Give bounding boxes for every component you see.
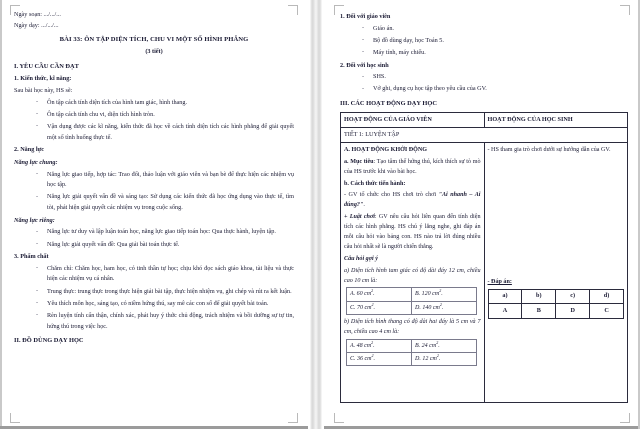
left-page-content bbox=[14, 10, 294, 423]
lead-sau-bai-hoc: Sau bài học này, HS sẽ: bbox=[14, 86, 73, 94]
cach-thuc-label: b. Cách thức tiến hành: bbox=[344, 180, 406, 187]
answer-header-a: a) bbox=[488, 289, 522, 304]
list-item: - Năng lực giao tiếp, hợp tác: Trao đổi, thảo luận với giáo viên và bạn bè để thực hiện các nhiệm vụ học tập. bbox=[36, 170, 294, 191]
list-item: - Máy tính, máy chiếu. bbox=[362, 48, 628, 59]
option-a4: D. 140 $cm^2$. bbox=[412, 301, 477, 314]
option-a3-text: C. 70 cm bbox=[350, 304, 372, 311]
question-a: a) Diện tích hình tam giác có độ dài đáy 12 cm, chiều cao 10 cm là: bbox=[344, 267, 481, 284]
subsection-pham-chat: 3. Phẩm chất bbox=[14, 253, 49, 261]
unit-superscript: 2 bbox=[371, 353, 374, 358]
tiet-banner: TIẾT 1: LUYỆN TẬP bbox=[341, 127, 628, 143]
subsection-nang-luc: 2. Năng lực bbox=[14, 146, 45, 154]
muc-tieu-text: : Tạo tâm thế hứng thú, kích thích sự tò mò của HS trước khi vào bài học. bbox=[344, 159, 481, 176]
answer-header-b: b) bbox=[522, 289, 556, 304]
label-nang-luc-rieng: Năng lực riêng: bbox=[14, 216, 55, 224]
subsection-kien-thuc: 1. Kiến thức, kĩ năng: bbox=[14, 75, 72, 83]
option-b4: D. 12 $cm^2$. bbox=[412, 353, 477, 366]
list-item: - Vận dụng được các kĩ năng, kiến thức đã học về cách tính diện tích các hình phẳng để giải quyết một số tình huống thực tế. bbox=[36, 122, 294, 143]
activities-table bbox=[340, 112, 628, 403]
cau-hoi-goi-y-label: Câu hỏi gợi ý bbox=[344, 256, 378, 263]
list-item: - Trung thực: trung thực trong thực hiện giải bài tập, thực hiện nhiệm vụ, ghi chép và rút ra kết luận. bbox=[36, 287, 294, 298]
game-name: "Ai nhanh – Ai đúng?" bbox=[344, 192, 481, 209]
label-nang-luc-chung: Năng lực chung: bbox=[14, 158, 58, 166]
question-b: b) Diện tích hình thang có độ dài hai đáy là 5 cm và 7 cm, chiều cao 4 cm là: bbox=[344, 318, 481, 336]
bullet-list-kien-thuc bbox=[14, 98, 294, 144]
option-a4-text: D. 140 cm bbox=[415, 304, 440, 311]
list-item: - Ôn tập cách tính chu vi, diện tích hình tròn. bbox=[36, 110, 294, 121]
options-table-b bbox=[346, 339, 477, 367]
list-item: - SHS. bbox=[362, 72, 628, 83]
table-row bbox=[347, 288, 477, 301]
gv-to-chuc-paragraph bbox=[344, 190, 481, 210]
list-item: - Chăm chỉ: Chăm học, ham học, có tinh thần tự học; chịu khó đọc sách giáo khoa, tài liệu và thực hiện các nhiệm vụ cá nhân. bbox=[36, 264, 294, 285]
table-row-body bbox=[341, 143, 628, 403]
right-page-content bbox=[340, 10, 628, 423]
unit-superscript: 2 bbox=[439, 301, 442, 307]
document-page-right bbox=[324, 0, 640, 429]
bullet-list-nang-luc-rieng bbox=[14, 227, 294, 250]
date-day-line: Ngày dạy: .../.../... bbox=[14, 21, 59, 29]
list-item: - Yêu thích môn học, sáng tạo, có niềm hứng thú, say mê các con số để giải quyết bài toán. bbox=[36, 299, 294, 310]
options-table-a bbox=[346, 287, 477, 315]
option-a2: B. 120 $cm^2$. bbox=[412, 288, 477, 301]
list-item: - Năng lực giải quyết vấn đề và sáng tạo: Sử dụng các kiến thức đã học ứng dụng vào thực tế, tìm tòi, phát hiện giải quyết các nhiệm vụ trong cuộc sống. bbox=[36, 192, 294, 213]
table-row bbox=[347, 339, 477, 352]
section-heading-1: I. YÊU CẦU CẦN ĐẠT bbox=[14, 63, 79, 71]
subsection-doi-voi-giao-vien: 1. Đối với giáo viên bbox=[340, 13, 391, 20]
gv-to-chuc-post: . bbox=[363, 202, 365, 209]
table-row-tiet bbox=[341, 127, 628, 143]
bullet-list-nang-luc-chung bbox=[14, 170, 294, 214]
list-item: - Rèn luyện tính cẩn thận, chính xác, phát huy ý thức chủ động, trách nhiệm và bồi dưỡng sự tự tin, hứng thú trong việc học. bbox=[36, 311, 294, 332]
option-a1: A. 60 $cm^2$. bbox=[347, 288, 412, 301]
table-row-answer-values bbox=[488, 304, 624, 319]
document-page-left bbox=[0, 0, 308, 429]
bullet-list-giao-vien bbox=[340, 24, 628, 59]
student-activity-cell bbox=[484, 143, 628, 403]
answer-header-d: d) bbox=[590, 289, 624, 304]
list-item: - Vở ghi, dụng cụ học tập theo yêu cầu của GV. bbox=[362, 84, 628, 95]
bullet-list-hoc-sinh bbox=[340, 72, 628, 95]
answer-value-c: D bbox=[556, 304, 590, 319]
option-a1-text: A. 60 cm bbox=[350, 291, 372, 298]
hs-participation-line: - HS tham gia trò chơi dưới sự hướng dẫn của GV. bbox=[487, 147, 611, 154]
option-b3: C. 36 $cm^2$. bbox=[347, 353, 412, 366]
unit-superscript: 2 bbox=[436, 353, 439, 358]
page-subtitle: (3 tiết) bbox=[145, 47, 163, 55]
answer-header-c: c) bbox=[556, 289, 590, 304]
list-item: - Bộ đồ dùng dạy, học Toán 5. bbox=[362, 36, 628, 47]
date-soan-line: Ngày soạn: .../.../... bbox=[14, 11, 61, 18]
unit-superscript: 2 bbox=[371, 339, 374, 345]
table-row bbox=[347, 353, 477, 366]
list-item: - Ôn tập cách tính diện tích của hình tam giác, hình thang. bbox=[36, 98, 294, 109]
column-header-student: HOẠT ĐỘNG CỦA HỌC SINH bbox=[484, 113, 628, 128]
muc-tieu-label: a. Mục tiêu bbox=[344, 159, 374, 166]
list-item: - Năng lực tư duy và lập luận toán học, năng lực giao tiếp toán học: Qua thực hành, luyện tập. bbox=[36, 227, 294, 238]
heading-hoat-dong-khoi-dong: A. HOẠT ĐỘNG KHỞI ĐỘNG bbox=[344, 147, 428, 154]
bullet-list-pham-chat bbox=[14, 264, 294, 332]
option-a3: C. 70 $cm^2$. bbox=[347, 301, 412, 314]
hs-cell-spacer bbox=[488, 157, 625, 277]
answer-key-label: - Đáp án: bbox=[487, 279, 512, 286]
unit-superscript: 2 bbox=[371, 288, 374, 294]
column-header-teacher: HOẠT ĐỘNG CỦA GIÁO VIÊN bbox=[341, 113, 485, 128]
muc-tieu-paragraph bbox=[344, 157, 481, 177]
section-heading-2: II. ĐỒ DÙNG DẠY HỌC bbox=[14, 337, 84, 345]
table-row-answer-headers bbox=[488, 289, 624, 304]
option-b1: A. 48 $cm^2$. bbox=[347, 339, 412, 352]
answer-key-table bbox=[488, 289, 625, 319]
subsection-doi-voi-hoc-sinh: 2. Đối với học sinh bbox=[340, 61, 389, 69]
answer-value-d: C bbox=[590, 304, 624, 319]
unit-superscript: 2 bbox=[439, 288, 442, 294]
option-b1-text: A. 48 cm bbox=[350, 342, 372, 349]
list-item: - Năng lực giải quyết vấn đề: Qua giải bài toán thực tế. bbox=[36, 240, 294, 251]
page-title: BÀI 33: ÔN TẬP DIỆN TÍCH, CHU VI MỘT SỐ HÌNH PHẲNG bbox=[59, 36, 249, 44]
unit-superscript: 2 bbox=[436, 339, 439, 345]
section-heading-3: III. CÁC HOẠT ĐỘNG DẠY HỌC bbox=[340, 100, 437, 108]
option-a2-text: B. 120 cm bbox=[415, 291, 440, 298]
table-row-header bbox=[341, 113, 628, 128]
luat-choi-label: + Luật chơi bbox=[344, 214, 375, 221]
page-gutter bbox=[308, 0, 324, 429]
option-b3-text: C. 36 cm bbox=[350, 356, 372, 362]
luat-choi-paragraph bbox=[344, 212, 481, 252]
luat-choi-text: : GV nêu câu hỏi liên quan đến tính diện tích các hình phẳng. HS chú ý lắng nghe, ghi đáp án mỗi câu hỏi vào bảng con. HS nào trả lời đúng nhiều câu hỏi nhất sẽ là người chiến thắng. bbox=[344, 214, 481, 251]
table-row bbox=[347, 301, 477, 314]
teacher-activity-cell bbox=[341, 143, 485, 403]
list-item: - Giáo án. bbox=[362, 24, 628, 35]
unit-superscript: 2 bbox=[371, 301, 374, 307]
answer-value-b: B bbox=[522, 304, 556, 319]
gv-to-chuc-pre: - GV tổ chức cho HS chơi trò chơi bbox=[344, 192, 439, 199]
option-b4-text: D. 12 cm bbox=[415, 356, 437, 362]
answer-value-a: A bbox=[488, 304, 522, 319]
option-b2: B. 24 $cm^2$. bbox=[412, 339, 477, 352]
option-b2-text: B. 24 cm bbox=[415, 342, 437, 349]
